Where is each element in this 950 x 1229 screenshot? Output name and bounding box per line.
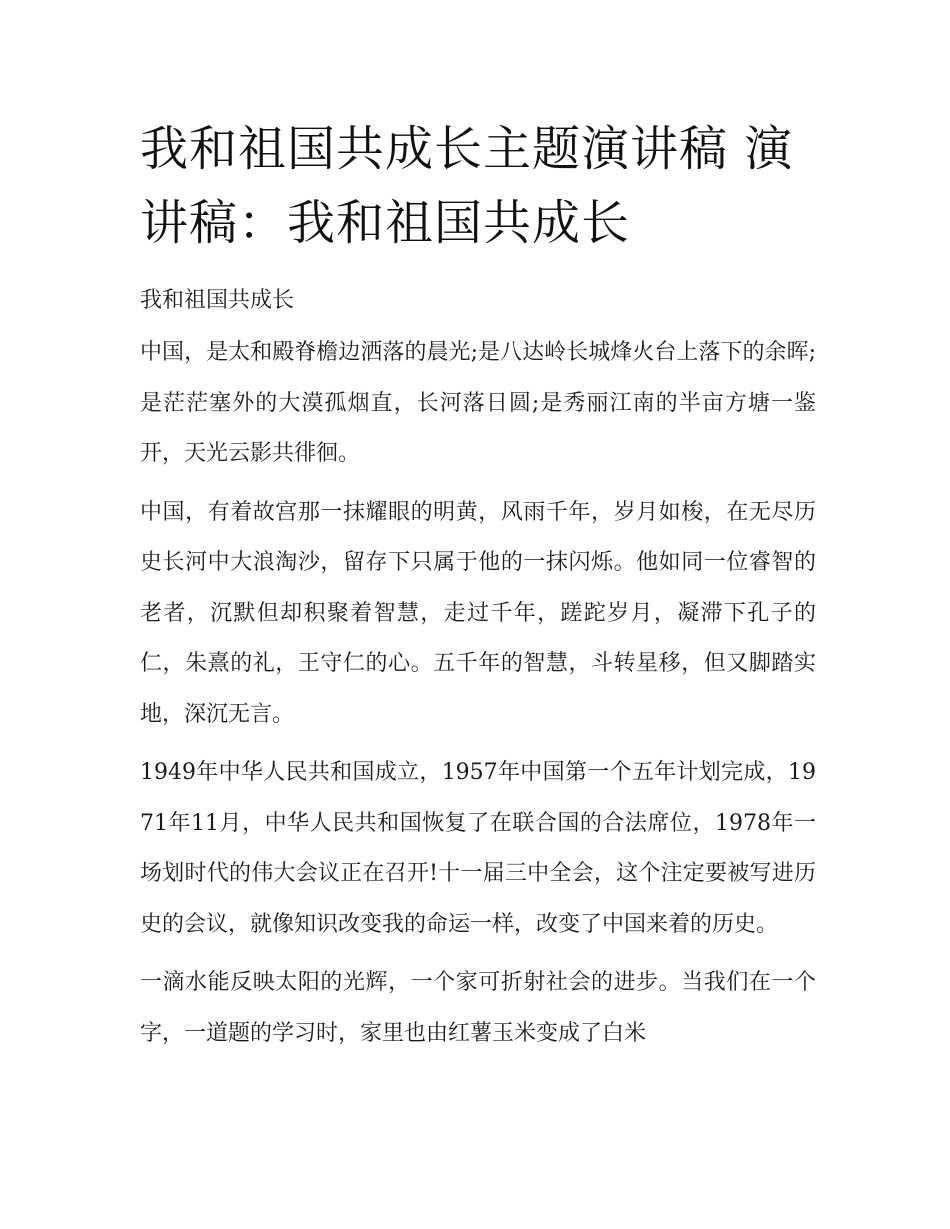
paragraph: 1949年中华人民共和国成立，1957年中国第一个五年计划完成，1971年11月，中华人民共和国恢复了在联合国的合法席位，1978年一场划时代的伟大会议正在召开!十一届三中全会，这个注定要被写进历史的会议，就像知识改变我的命运一样，改变了中国来着的历史。 — [140, 760, 816, 937]
paragraph: 中国，有着故宫那一抹耀眼的明黄，风雨千年，岁月如梭，在无尽历史长河中大浪淘沙，留存下只属于他的一抹闪烁。他如同一位睿智的老者，沉默但却积聚着智慧，走过千年，蹉跎岁月，凝滞下孔子的仁，朱熹的礼，王守仁的心。五千年的智慧，斗转星移，但又脚踏实地，深沉无言。 — [140, 499, 816, 727]
paragraph: 中国，是太和殿脊檐边洒落的晨光;是八达岭长城烽火台上落下的余晖;是茫茫塞外的大漠孤烟直，长河落日圆;是秀丽江南的半亩方塘一鉴开，天光云影共徘徊。 — [140, 340, 816, 466]
document-body — [140, 282, 816, 1067]
document-title: 我和祖国共成长主题演讲稿 演讲稿：我和祖国共成长 — [140, 121, 794, 251]
paragraph: 一滴水能反映太阳的光辉，一个家可折射社会的进步。当我们在一个字，一道题的学习时，家里也由红薯玉米变成了白米 — [140, 970, 816, 1046]
document-subtitle: 我和祖国共成长 — [140, 288, 295, 313]
